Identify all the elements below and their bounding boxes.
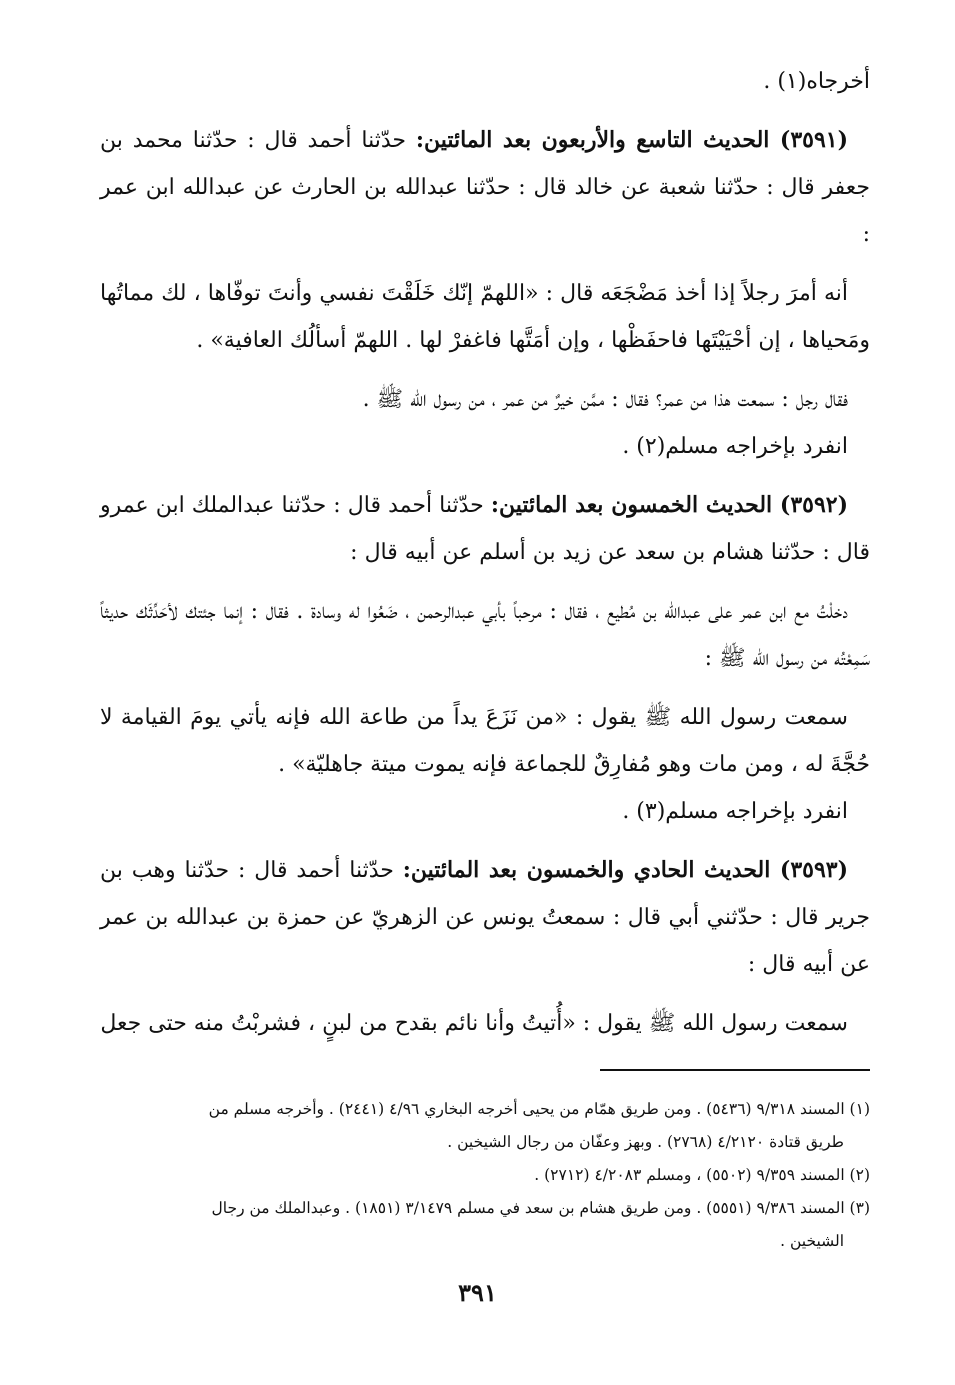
footnote-1: (١) المسند ٩/٣١٨ (٥٤٣٦) . ومن طريق همّام من يحيى أخرجه البخاري ٤/٩٦ (٢٤٤١) . وأخرجه مسلم من [208,1100,870,1118]
hadith-3593-text: سمعت رسول الله ﷺ يقول : «أُتيتُ وأنا نائم بقدح من لبنٍ ، فشربْتُ منه حتى جعل [100,1011,848,1036]
hadith-3593-chain: حدّثنا أحمد قال : حدّثنا وهب بن جرير قال : حدّثني أبي قال : سمعتُ يونس عن الزهريّ عن حمزة بن عبدالله بن عمر عن أبيه قال : [100,858,870,977]
hadith-3593-header [100,847,870,988]
footnote-1-continued: طريق قتادة ٤/٢١٢٠ (٢٧٦٨) . وبهز وعفّان من رجال الشيخين . [447,1133,844,1151]
hadith-3593-title: (٣٥٩٣) الحديث الحادي والخمسون بعد المائتين: [402,857,848,883]
footnote-3-continued: الشيخين . [780,1232,844,1250]
hadith-3592-title: (٣٥٩٢) الحديث الخمسون بعد المائتين: [490,492,848,518]
hadith-3592-note: انفرد بإخراجه مسلم(٣) . [622,799,848,824]
footnote-divider [600,1069,870,1071]
hadith-3592-text-1: دخلْتُ مع ابن عمر على عبدالله بن مُطيع ، فقال : مرحباً بأبي عبدالرحمن ، ضَعُوا له وسادة . فقال : إنما جئتك لأحَدِّثَك حديثاً سَمِعْتُه من رسول الله ﷺ : [100,599,870,671]
page-body [100,58,870,1258]
hadith-3591-chain: حدّثنا أحمد قال : حدّثنا محمد بن جعفر قال : حدّثنا شعبة عن خالد قال : حدّثنا عبدالله بن الحارث عن عبدالله ابن عمر : [100,128,870,247]
hadith-3591-text: أنه أمرَ رجلاً إذا أخذ مَضْجَعَه قال : «اللهمّ إنّك خَلَقْتَ نفسي وأنتَ توفّاها ، لك مماتُها ومَحياها ، إن أحْيَيْتَها فاحفَظْها ، وإن أمَتَّها فاغفرْ لها . اللهمّ أسألُك العافية» . [100,281,870,353]
hadith-3592-text-2: سمعت رسول الله ﷺ يقول : «من نَزَعَ يداً من طاعة الله فإنه يأتي يومَ القيامة لا حُجَّةَ له ، ومن مات وهو مُفارِقٌ للجماعة فإنه يموت ميتة جاهليّة» . [100,705,870,777]
paragraph-ikhrajah: أخرجاه(١) . [763,69,870,94]
hadith-3591-title: (٣٥٩١) الحديث التاسع والأربعون بعد المائتين: [415,127,848,153]
hadith-3591-header [100,117,870,258]
hadith-3592-chain: حدّثنا أحمد قال : حدّثنا عبدالملك ابن عمرو قال : حدّثنا هشام بن سعد عن زيد بن أسلم عن أبيه قال : [100,493,870,565]
footnote-3: (٣) المسند ٩/٣٨٦ (٥٥٥١) . ومن طريق هشام بن سعد في مسلم ٣/١٤٧٩ (١٨٥١) . وعبدالملك من رجال [211,1199,870,1217]
hadith-3591-note: انفرد بإخراجه مسلم(٢) . [622,434,848,459]
footnote-2: (٢) المسند ٩/٣٥٩ (٥٥٠٢) ، ومسلم ٤/٢٠٨٣ (٢٧١٢) . [534,1166,870,1184]
hadith-3592-header [100,482,870,576]
page-number: ٣٩١ [458,1278,497,1307]
hadith-3591-question: فقال رجل : سمعت هذا من عمر؟ فقال : ممَّن خيرٌ من عمر ، من رسول الله ﷺ . [362,387,848,412]
footnotes [100,1093,870,1258]
